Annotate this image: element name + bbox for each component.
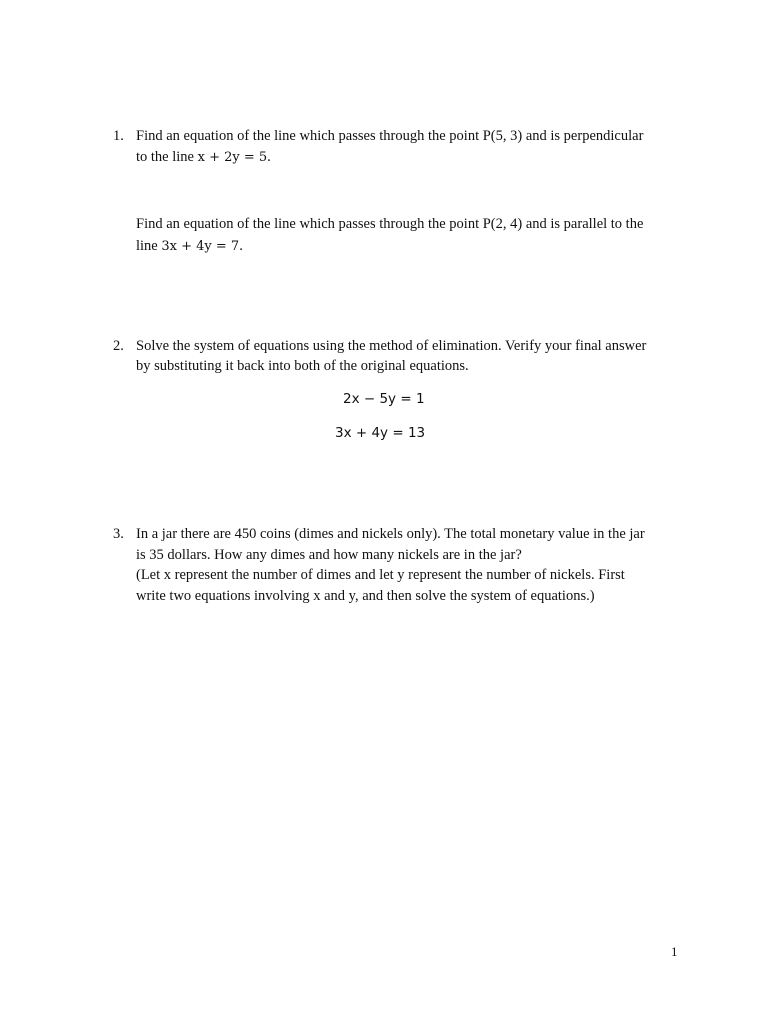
problem-2-text-line-2: by substituting it back into both of the original equations.	[136, 358, 469, 374]
problem-2-equation-1: 2x − 5y = 1	[343, 391, 425, 407]
problem-2-text-line-1: Solve the system of equations using the method of elimination. Verify your final answer	[136, 338, 647, 354]
problem-3-number: 3.	[113, 526, 124, 542]
problem-1-text-line-2	[136, 148, 271, 167]
problem-3-text-line-4: write two equations involving x and y, and then solve the system of equations.)	[136, 588, 595, 604]
problem-2-equation-2: 3x + 4y = 13	[335, 425, 426, 441]
problem-1b-text-line-1: Find an equation of the line which passes through the point P(2, 4) and is parallel to the	[136, 216, 644, 232]
problem-1-text-line-1: Find an equation of the line which passes through the point P(5, 3) and is perpendicular	[136, 128, 644, 144]
problem-1-number: 1.	[113, 128, 124, 144]
problem-3-text-line-1: In a jar there are 450 coins (dimes and nickels only). The total monetary value in the jar	[136, 526, 645, 542]
problem-1-period: .	[267, 149, 271, 165]
page-number: 1	[671, 944, 678, 959]
problem-1b-line-prefix: line	[136, 238, 158, 254]
problem-1b-period: .	[239, 238, 243, 254]
problem-2-number: 2.	[113, 338, 124, 354]
problem-1-line-prefix: to the line	[136, 149, 194, 165]
problem-3-text-line-2: is 35 dollars. How any dimes and how many nickels are in the jar?	[136, 547, 522, 563]
problem-1b-text-line-2	[136, 237, 243, 256]
problem-1b-equation: 3x + 4y = 7	[161, 239, 240, 254]
problem-3-text-line-3: (Let x represent the number of dimes and let y represent the number of nickels. First	[136, 567, 625, 583]
problem-1-equation: x + 2y = 5	[197, 150, 268, 165]
